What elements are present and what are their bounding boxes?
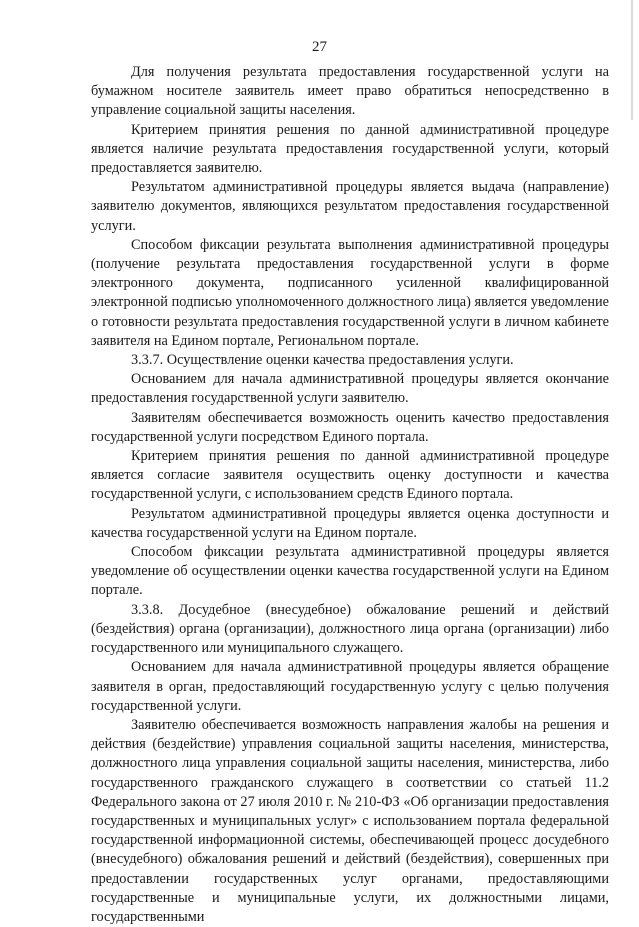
paragraph-evaluation-fixation: Способом фиксации результата административной процедуры является уведомление об осуществлении оценки качества государственной услуги на Едином портале. xyxy=(91,544,609,599)
paragraph-evaluation-possibility: Заявителям обеспечивается возможность оценить качество предоставления государственной услуги посредством Единого портала. xyxy=(91,409,609,445)
page-number: 27 xyxy=(312,39,327,55)
scan-edge-mark xyxy=(631,0,633,120)
paragraph-fixation-method: Способом фиксации результата выполнения административной процедуры (получение результата предоставления государственной услуги в форме электронного документа, подписанного усиленной квалифицированной электронной подписью уполномоченного должностного лица) является уведомление о готовности результата предоставления государственной услуги в личном кабинете заявителя на Едином портале, Региональном портале. xyxy=(91,236,609,349)
section-heading-3-3-7: 3.3.7. Осуществление оценки качества предоставления услуги. xyxy=(131,352,514,369)
paragraph-procedure-result: Результатом административной процедуры является выдача (направление) заявителю документов, являющихся результатом предоставления государственной услуги. xyxy=(91,179,609,234)
paragraph-paper-result-right: Для получения результата предоставления государственной услуги на бумажном носителе заявитель имеет право обратиться непосредственно в управление социальной защиты населения. xyxy=(91,64,609,119)
paragraph-evaluation-result: Результатом административной процедуры является оценка доступности и качества государственной услуги на Едином портале. xyxy=(91,505,609,541)
section-heading-3-3-8: 3.3.8. Досудебное (внесудебное) обжалование решений и действий (бездействия) органа (организации), должностного лица органа (организации) либо государственного или муниципального служащего. xyxy=(91,601,609,657)
paragraph-appeal-basis: Основанием для начала административной процедуры является обращение заявителя в орган, предоставляющий государственную услугу с целью получения государственной услуги. xyxy=(91,659,609,714)
document-body xyxy=(91,63,609,927)
paragraph-decision-criterion: Критерием принятия решения по данной административной процедуре является наличие результата предоставления государственной услуги, который предоставляется заявителю. xyxy=(91,121,609,177)
paragraph-evaluation-criterion: Критерием принятия решения по данной административной процедуре является согласие заявителя осуществить оценку доступности и качества государственной услуги, с использованием средств Единого портала. xyxy=(91,448,609,503)
paragraph-procedure-basis: Основанием для начала административной процедуры является окончание предоставления государственной услуги заявителю. xyxy=(91,371,609,407)
paragraph-complaint-possibility: Заявителю обеспечивается возможность направления жалобы на решения и действия (бездействие) управления социальной защиты населения, министерства, должностного лица управления социальной защиты населения, министерства, либо государственного гражданского служащего в соответствии со статьей 11.2 Федерального закона от 27 июля 2010 г. № 210-ФЗ «Об организации предоставления государственных и муниципальных услуг» с использованием портала федеральной государственной информационной системы, обеспечивающей процесс досудебного (внесудебного) обжалования решений и действий (бездействия), совершенных при предоставлении государственных услуг органами, предоставляющими государственные и муниципальные услуги, их должностными лицами, государственными xyxy=(91,716,609,925)
